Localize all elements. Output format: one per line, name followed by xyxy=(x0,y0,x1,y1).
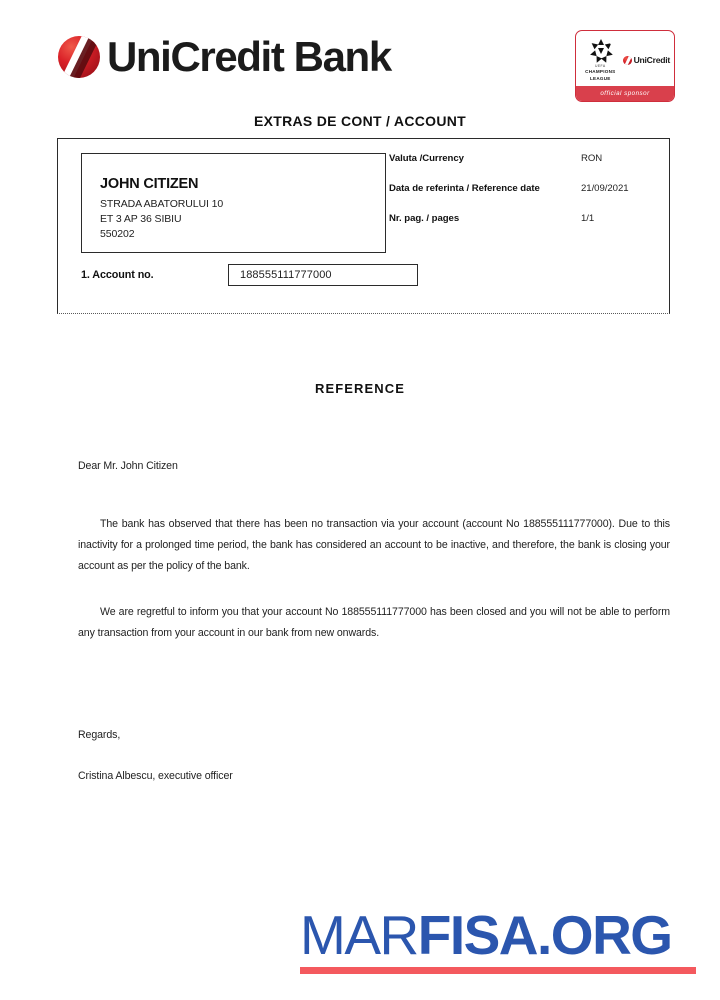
meta-value-reference-date: 21/09/2021 xyxy=(581,183,629,194)
watermark-part-1: MAR xyxy=(300,904,418,966)
watermark-part-2: FISA xyxy=(417,904,538,966)
sponsor-footer-bar: official sponsor xyxy=(576,86,674,101)
meta-value-currency: RON xyxy=(581,153,603,164)
meta-label-currency: Valuta /Currency xyxy=(389,153,464,164)
uefa-label: UEFA xyxy=(595,64,606,69)
meta-value-pages: 1/1 xyxy=(581,213,595,224)
site-watermark xyxy=(300,904,700,974)
account-holder-address-box xyxy=(81,153,386,253)
unicredit-sphere-icon xyxy=(58,36,100,78)
page-title: EXTRAS DE CONT / ACCOUNT xyxy=(253,113,467,129)
meta-label-pages: Nr. pag. / pages xyxy=(389,213,460,224)
letter-signer: Cristina Albescu, executive officer xyxy=(78,770,233,782)
letter-salutation: Dear Mr. John Citizen xyxy=(78,460,178,472)
address-line-1: STRADA ABATORULUI 10 xyxy=(100,198,224,210)
account-holder-name: JOHN CITIZEN xyxy=(100,176,199,192)
account-number-label: 1. Account no. xyxy=(81,269,154,281)
document-header xyxy=(0,28,720,108)
meta-row xyxy=(389,153,659,164)
account-number-row xyxy=(81,264,418,286)
letter-signoff: Regards, xyxy=(78,729,121,741)
letter-body xyxy=(78,460,670,668)
bank-name: UniCredit Bank xyxy=(107,33,391,80)
meta-row xyxy=(389,183,659,194)
ucl-logo-block xyxy=(580,39,621,82)
statement-meta-table xyxy=(389,153,659,243)
sponsor-unicredit-logo xyxy=(623,55,670,65)
sponsor-name: UniCredit xyxy=(633,55,670,65)
address-line-3: 550202 xyxy=(100,228,135,241)
address-line-2: ET 3 AP 36 SIBIU xyxy=(100,213,182,226)
champions-league-sponsor-badge xyxy=(575,30,675,102)
statement-info-box xyxy=(57,138,670,314)
starball-icon xyxy=(588,39,613,64)
reference-heading: REFERENCE xyxy=(314,381,406,396)
watermark-part-3: .ORG xyxy=(537,904,672,966)
watermark-text xyxy=(300,904,700,966)
meta-row xyxy=(389,213,659,224)
champions-label: CHAMPIONS xyxy=(585,69,616,75)
unicredit-mini-sphere-icon xyxy=(623,56,632,65)
league-label: LEAGUE xyxy=(589,75,611,81)
meta-label-reference-date: Data de referinta / Reference date xyxy=(389,183,540,194)
watermark-underline-bar xyxy=(300,967,696,974)
letter-paragraph-1: The bank has observed that there has been no transaction via your account (account No 188555111777000). Due to this inactivity for a prolonged time period, the bank has considered an account to be inactive, and therefore, the bank is closing your account as per the policy of the bank. xyxy=(78,518,670,573)
bank-brand xyxy=(58,33,391,80)
sponsor-badge-top xyxy=(576,31,674,86)
letter-paragraph-2: We are regretful to inform you that your account No 188555111777000 has been closed and you will not be able to perform any transaction from your account in our bank from new onwards. xyxy=(78,605,670,639)
account-number-value: 188555111777000 xyxy=(228,264,418,286)
